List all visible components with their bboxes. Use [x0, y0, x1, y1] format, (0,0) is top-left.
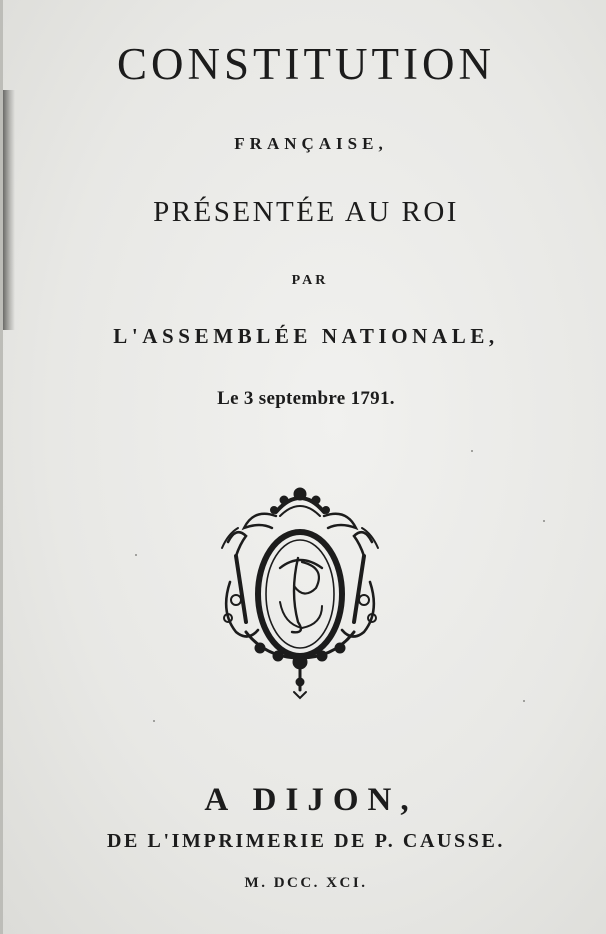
paper-speck: [543, 520, 545, 522]
connector-par: PAR: [291, 273, 329, 288]
publication-date: Le 3 septembre 1791.: [217, 388, 395, 409]
royal-monogram-cartouche-icon: [206, 482, 394, 700]
subtitle-francaise: FRANÇAISE,: [234, 134, 388, 153]
imprint-year: M. DCC. XCI.: [244, 875, 368, 891]
paper-speck: [471, 450, 473, 452]
paper-speck: [135, 554, 137, 556]
paper-speck: [523, 700, 525, 702]
page-title: CONSTITUTION: [117, 39, 495, 89]
subtitle-presentee-au-roi: PRÉSENTÉE AU ROI: [153, 196, 459, 228]
assembly-name: L'ASSEMBLÉE NATIONALE,: [113, 324, 499, 348]
paper-speck: [153, 720, 155, 722]
imprint-printer: DE L'IMPRIMERIE DE P. CAUSSE.: [106, 830, 506, 852]
imprint-city: A DIJON,: [204, 782, 418, 818]
